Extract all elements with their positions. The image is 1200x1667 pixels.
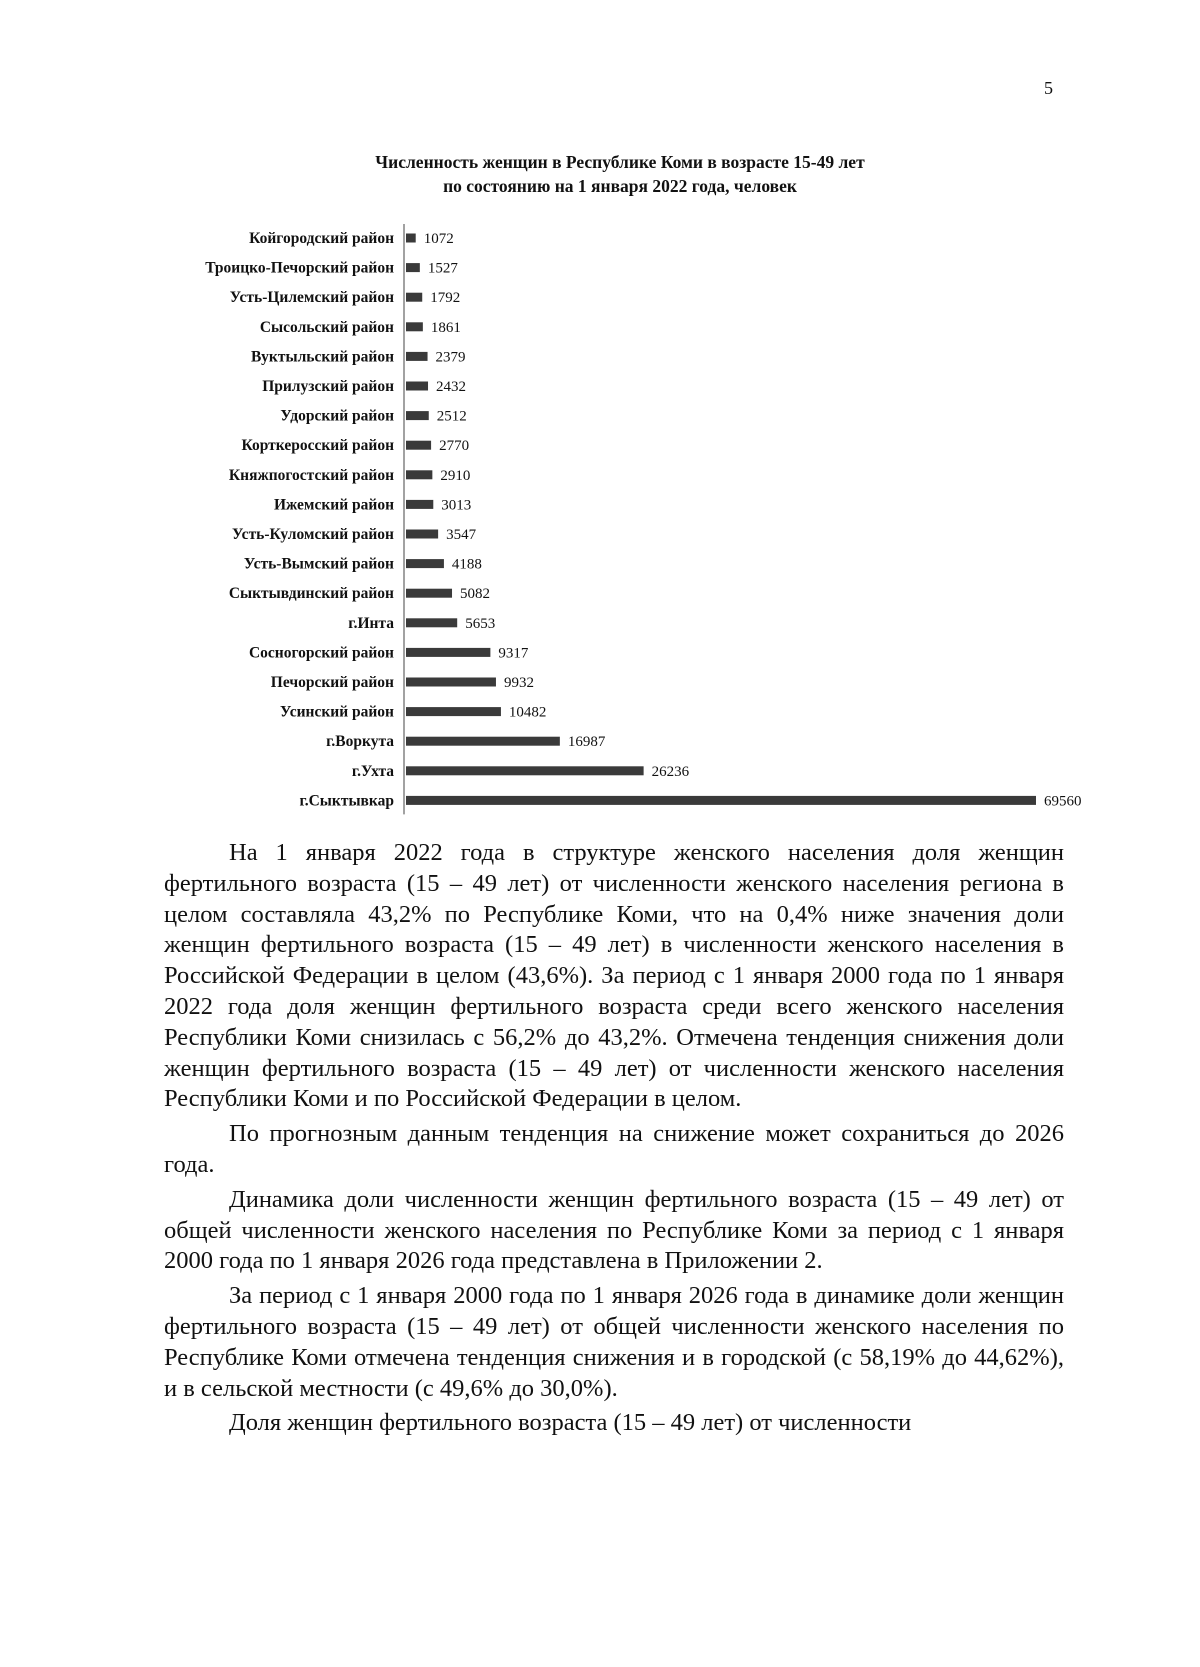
category-label: Печорский район bbox=[270, 674, 394, 691]
paragraph: На 1 января 2022 года в структуре женского населения доля женщин фертильного возраста (15 – 49 лет) от численности женского населения региона в целом составляла 43,2% по Республике Коми, что на 0,4% ниже значения доли женщин фертильного возраста (15 – 49 лет) в численности женского населения в Российской Федерации в целом (43,6%). За период с 1 января 2000 года по 1 января 2022 года доля женщин фертильного возраста среди всего женского населения Республики Коми снизилась с 56,2% до 43,2%. Отмечена тенденция снижения доли женщин фертильного возраста (15 – 49 лет) от численности женского населения Республики Коми и по Российской Федерации в целом. bbox=[164, 839, 1064, 1113]
data-label: 1861 bbox=[430, 319, 461, 336]
category-label: Корткеросский район bbox=[241, 437, 394, 455]
category-label: г.Ухта bbox=[351, 762, 394, 780]
bar bbox=[406, 796, 1036, 805]
category-label: Ижемский район bbox=[273, 496, 394, 514]
data-label: 5653 bbox=[465, 615, 496, 632]
data-label: 5082 bbox=[460, 586, 491, 603]
category-label: Сыктывдинский район bbox=[228, 585, 394, 603]
category-label: Княжпогостский район bbox=[228, 466, 394, 484]
body-text bbox=[164, 838, 1064, 1443]
category-label: Усть-Вымский район bbox=[243, 555, 394, 573]
page-number: 5 bbox=[1044, 78, 1053, 98]
bar bbox=[406, 470, 432, 479]
bar bbox=[406, 707, 501, 716]
data-label: 10482 bbox=[508, 704, 547, 721]
bar bbox=[406, 530, 438, 539]
bar bbox=[406, 737, 560, 746]
bar bbox=[406, 352, 428, 361]
data-label: 2910 bbox=[440, 467, 471, 484]
chart-title: Численность женщин в Республике Коми в возрасте 15-49 лет bbox=[375, 152, 865, 172]
bar bbox=[406, 234, 416, 243]
bar bbox=[406, 382, 428, 391]
data-label: 26236 bbox=[651, 763, 690, 780]
paragraph: По прогнозным данным тенденция на снижение может сохраниться до 2026 года. bbox=[164, 1120, 1064, 1178]
data-label: 9932 bbox=[503, 675, 534, 691]
category-label: г.Воркута bbox=[326, 733, 394, 751]
data-label: 3013 bbox=[441, 497, 472, 514]
category-label: Усинский район bbox=[280, 703, 394, 721]
bar bbox=[406, 293, 422, 302]
data-label: 2770 bbox=[439, 438, 470, 455]
category-label: Койгородский район bbox=[249, 230, 394, 247]
data-label: 1072 bbox=[423, 231, 454, 247]
bar bbox=[406, 648, 490, 657]
bar-chart bbox=[0, 0, 1200, 830]
chart-plot-area bbox=[0, 0, 1200, 830]
data-label: 2379 bbox=[435, 349, 466, 366]
category-label: Троицко-Печорский район bbox=[205, 259, 394, 277]
bar bbox=[406, 500, 433, 509]
bar bbox=[406, 766, 644, 775]
category-label: Удорский район bbox=[280, 407, 394, 425]
bar bbox=[406, 411, 429, 420]
data-label: 1792 bbox=[430, 290, 461, 307]
data-label: 2512 bbox=[436, 408, 467, 425]
category-label: Усть-Куломский район bbox=[231, 526, 394, 543]
data-label: 3547 bbox=[446, 527, 477, 543]
category-label: г.Инта bbox=[348, 614, 394, 632]
category-label: Прилузский район bbox=[262, 378, 394, 395]
data-label: 69560 bbox=[1044, 793, 1082, 810]
bar bbox=[406, 678, 496, 687]
category-label: г.Сыктывкар bbox=[299, 792, 394, 810]
paragraph: Доля женщин фертильного возраста (15 – 49 лет) от численности bbox=[229, 1409, 912, 1437]
bar bbox=[406, 589, 452, 598]
bar bbox=[406, 559, 444, 568]
bar bbox=[406, 322, 423, 331]
data-label: 1527 bbox=[427, 260, 458, 277]
data-label: 4188 bbox=[451, 556, 482, 573]
paragraph: Динамика доли численности женщин фертильного возраста (15 – 49 лет) от общей численности женского населения по Республике Коми за период с 1 января 2000 года по 1 января 2026 года представлена в Приложении 2. bbox=[164, 1185, 1064, 1275]
bar bbox=[406, 618, 457, 627]
chart-subtitle: по состоянию на 1 января 2022 года, человек bbox=[443, 176, 797, 196]
bar bbox=[406, 263, 420, 272]
category-label: Усть-Цилемский район bbox=[229, 289, 394, 307]
bar bbox=[406, 441, 431, 450]
paragraph: За период с 1 января 2000 года по 1 января 2026 года в динамике доли женщин фертильного возраста (15 – 49 лет) от общей численности женского населения по Республике Коми отмечена тенденция снижения и в городской (с 58,19% до 44,62%), и в сельской местности (с 49,6% до 30,0%). bbox=[164, 1282, 1064, 1402]
category-label: Сосногорский район bbox=[248, 644, 394, 662]
category-label: Сысольский район bbox=[259, 318, 394, 336]
category-label: Вуктыльский район bbox=[251, 348, 394, 366]
data-label: 9317 bbox=[498, 645, 529, 662]
data-label: 2432 bbox=[436, 379, 467, 395]
data-label: 16987 bbox=[567, 734, 606, 751]
